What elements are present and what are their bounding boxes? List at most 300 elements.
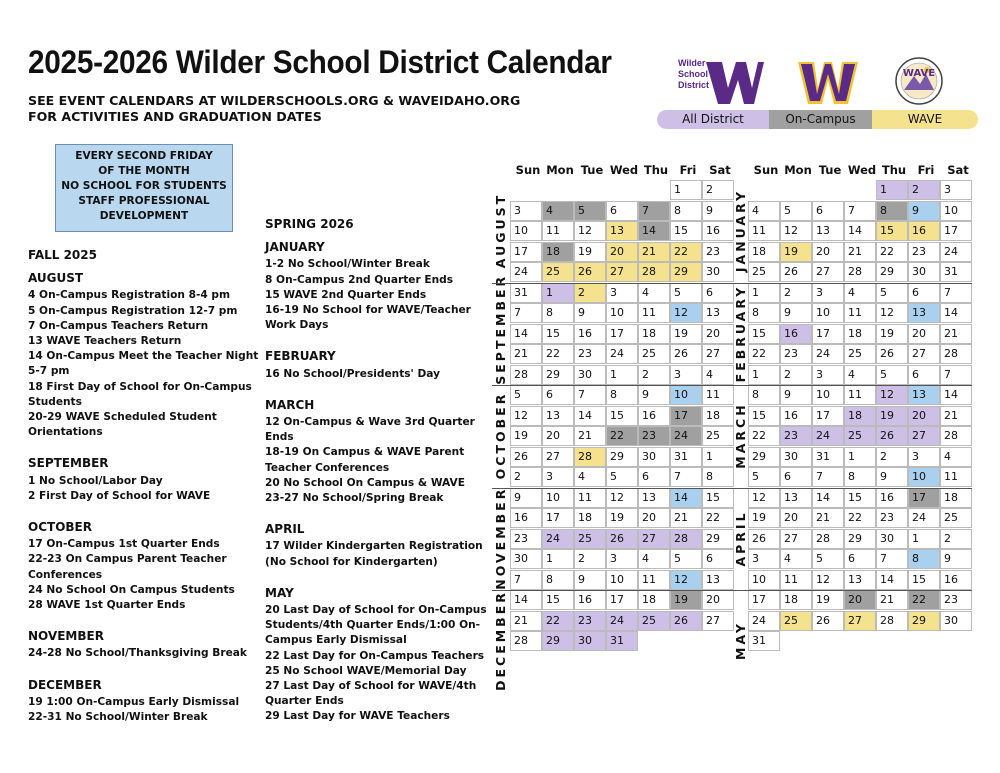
day-cell: 1	[844, 447, 876, 467]
day-cell: 22	[606, 426, 638, 446]
empty-cell	[748, 180, 780, 200]
wave-logo	[894, 56, 944, 106]
day-cell: 23	[908, 242, 940, 262]
day-cell: 2	[574, 549, 606, 569]
day-cell: 3	[812, 365, 844, 385]
day-cell: 18	[748, 242, 780, 262]
day-cell: 10	[940, 201, 972, 221]
day-cell: 14	[940, 385, 972, 405]
month-heading: NOVEMBER	[28, 629, 104, 644]
legend-wave: WAVE	[872, 110, 978, 129]
day-cell: 23	[780, 344, 812, 364]
day-cell: 8	[748, 385, 780, 405]
day-cell: 7	[638, 201, 670, 221]
month-heading: SEPTEMBER	[28, 456, 109, 471]
day-cell: 17	[542, 508, 574, 528]
weekday-header: Fri	[917, 163, 935, 177]
day-cell: 11	[638, 303, 670, 323]
event-line: 1-2 No School/Winter Break	[265, 258, 430, 271]
day-cell: 8	[748, 303, 780, 323]
month-heading: APRIL	[265, 522, 305, 537]
day-cell: 6	[638, 467, 670, 487]
day-cell: 30	[702, 262, 734, 282]
day-cell: 8	[702, 467, 734, 487]
empty-cell	[542, 180, 574, 200]
day-cell: 4	[574, 467, 606, 487]
day-cell: 18	[844, 406, 876, 426]
day-cell: 15	[908, 570, 940, 590]
month-heading: OCTOBER	[28, 520, 92, 535]
day-cell: 10	[606, 303, 638, 323]
month-label: JANUARY	[732, 189, 748, 273]
day-cell: 22	[542, 611, 574, 631]
month-heading: AUGUST	[28, 271, 84, 286]
day-cell: 3	[812, 283, 844, 303]
day-cell: 24	[542, 529, 574, 549]
event-line: 16 No School/Presidents' Day	[265, 367, 441, 380]
day-cell: 27	[812, 262, 844, 282]
day-cell: 8	[876, 201, 908, 221]
day-cell: 2	[908, 180, 940, 200]
day-cell: 26	[812, 611, 844, 631]
day-cell: 16	[574, 324, 606, 344]
day-cell: 20	[844, 590, 876, 610]
notice-line: OF THE MONTH	[98, 165, 190, 177]
day-cell: 31	[510, 283, 542, 303]
day-cell: 12	[606, 488, 638, 508]
empty-cell	[574, 180, 606, 200]
day-cell: 15	[606, 406, 638, 426]
month-heading: DECEMBER	[28, 677, 102, 692]
day-cell: 14	[510, 324, 542, 344]
event-line: 15 WAVE 2nd Quarter Ends	[265, 288, 427, 301]
day-cell: 4	[940, 447, 972, 467]
day-cell: 14	[876, 570, 908, 590]
day-cell: 27	[702, 611, 734, 631]
day-cell: 18	[638, 590, 670, 610]
day-cell: 20	[812, 242, 844, 262]
day-cell: 22	[748, 426, 780, 446]
empty-cell	[780, 180, 812, 200]
day-cell: 29	[670, 262, 702, 282]
day-cell: 9	[876, 467, 908, 487]
day-cell: 6	[702, 549, 734, 569]
day-cell: 31	[670, 447, 702, 467]
day-cell: 20	[702, 324, 734, 344]
event-line: 29 Last Day for WAVE Teachers	[265, 710, 450, 723]
day-cell: 26	[876, 344, 908, 364]
event-line: 18 First Day of School for On-Campus	[28, 380, 252, 393]
day-cell: 29	[844, 529, 876, 549]
day-cell: 6	[844, 549, 876, 569]
empty-cell	[908, 631, 940, 651]
on-campus-logo	[798, 60, 858, 106]
event-line: 2 First Day of School for WAVE	[28, 489, 211, 502]
day-cell: 8	[542, 303, 574, 323]
event-line: Conferences	[28, 568, 103, 581]
day-cell: 24	[510, 262, 542, 282]
day-cell: 9	[638, 385, 670, 405]
day-cell: 2	[638, 365, 670, 385]
weekday-header: Mon	[546, 163, 574, 177]
day-cell: 3	[542, 467, 574, 487]
w-icon	[798, 60, 858, 106]
weekday-header: Tue	[580, 163, 604, 177]
day-cell: 13	[638, 488, 670, 508]
day-cell: 28	[940, 426, 972, 446]
event-line: Students/4th Quarter Ends/1:00 On-	[265, 619, 481, 632]
day-cell: 18	[844, 324, 876, 344]
day-cell: 21	[844, 242, 876, 262]
day-cell: 30	[638, 447, 670, 467]
day-cell: 14	[940, 303, 972, 323]
day-cell: 28	[670, 529, 702, 549]
day-cell: 1	[908, 529, 940, 549]
notice-line: DEVELOPMENT	[99, 210, 189, 222]
day-cell: 17	[606, 590, 638, 610]
event-line: Campus Early Dismissal	[265, 634, 407, 647]
day-cell: 3	[908, 447, 940, 467]
day-cell: 11	[542, 221, 574, 241]
day-cell: 9	[574, 570, 606, 590]
day-cell: 15	[542, 590, 574, 610]
day-cell: 28	[844, 262, 876, 282]
legend-all-district: All District	[657, 110, 769, 129]
day-cell: 23	[638, 426, 670, 446]
day-cell: 17	[606, 324, 638, 344]
day-cell: 26	[574, 262, 606, 282]
day-cell: 16	[908, 221, 940, 241]
day-cell: 21	[670, 508, 702, 528]
spring-heading: SPRING 2026	[265, 217, 354, 231]
day-cell: 12	[876, 303, 908, 323]
subtitle-line: FOR ACTIVITIES AND GRADUATION DATES	[28, 109, 322, 124]
day-cell: 6	[606, 201, 638, 221]
day-cell: 21	[876, 590, 908, 610]
pd-notice-box	[55, 144, 233, 232]
month-heading: JANUARY	[265, 240, 325, 255]
day-cell: 18	[940, 488, 972, 508]
day-cell: 25	[748, 262, 780, 282]
month-label: FEBRUARY	[732, 284, 748, 383]
district-logo-text: Wilder School District	[678, 58, 710, 90]
day-cell: 10	[908, 467, 940, 487]
day-cell: 19	[780, 242, 812, 262]
event-line: 20 Last Day of School for On-Campus	[265, 604, 487, 617]
day-cell: 9	[780, 385, 812, 405]
day-cell: 8	[542, 570, 574, 590]
day-cell: 17	[670, 406, 702, 426]
day-cell: 22	[542, 344, 574, 364]
event-line: 22-31 No School/Winter Break	[28, 711, 208, 724]
day-cell: 29	[542, 631, 574, 651]
day-cell: 10	[670, 385, 702, 405]
weekday-header: Thu	[643, 163, 669, 177]
legend-on-campus: On-Campus	[769, 110, 872, 129]
day-cell: 2	[574, 283, 606, 303]
weekday-header: Sat	[709, 163, 731, 177]
event-line: Teacher Conferences	[265, 461, 390, 474]
day-cell: 4	[638, 283, 670, 303]
day-cell: 14	[844, 221, 876, 241]
day-cell: 8	[670, 201, 702, 221]
day-cell: 17	[940, 221, 972, 241]
event-line: 20 No School On Campus & WAVE	[265, 476, 465, 489]
day-cell: 15	[542, 324, 574, 344]
day-cell: 25	[702, 426, 734, 446]
event-line: 28 WAVE 1st Quarter Ends	[28, 599, 186, 612]
day-cell: 14	[638, 221, 670, 241]
day-cell: 27	[702, 344, 734, 364]
day-cell: 1	[748, 283, 780, 303]
day-cell: 5	[670, 549, 702, 569]
day-cell: 12	[748, 488, 780, 508]
day-cell: 6	[780, 467, 812, 487]
subtitle	[28, 93, 520, 125]
weekday-header: Wed	[609, 163, 639, 177]
day-cell: 21	[510, 344, 542, 364]
day-cell: 24	[670, 426, 702, 446]
day-cell: 15	[844, 488, 876, 508]
day-cell: 26	[510, 447, 542, 467]
day-cell: 29	[908, 611, 940, 631]
wave-seal-icon	[894, 56, 944, 106]
day-cell: 22	[748, 344, 780, 364]
event-line: Orientations	[28, 426, 103, 439]
empty-cell	[638, 180, 670, 200]
day-cell: 2	[780, 283, 812, 303]
weekday-header: Tue	[818, 163, 842, 177]
event-line: Quarter Ends	[265, 695, 344, 708]
day-cell: 30	[940, 611, 972, 631]
day-cell: 9	[940, 549, 972, 569]
day-cell: 16	[638, 406, 670, 426]
day-cell: 3	[940, 180, 972, 200]
day-cell: 24	[908, 508, 940, 528]
day-cell: 26	[670, 611, 702, 631]
day-cell: 21	[812, 508, 844, 528]
day-cell: 28	[940, 344, 972, 364]
wave-logo-text: WAVE	[902, 68, 936, 79]
day-cell: 5	[670, 283, 702, 303]
day-cell: 23	[702, 242, 734, 262]
day-cell: 29	[748, 447, 780, 467]
day-cell: 22	[908, 590, 940, 610]
day-cell: 17	[908, 488, 940, 508]
day-cell: 13	[606, 221, 638, 241]
event-line: 14 On-Campus Meet the Teacher Night	[28, 350, 259, 363]
event-line: 5-7 pm	[28, 365, 70, 378]
day-cell: 18	[638, 324, 670, 344]
month-label: NOVEMBER	[492, 486, 508, 590]
day-cell: 1	[748, 365, 780, 385]
empty-cell	[510, 180, 542, 200]
day-cell: 7	[510, 570, 542, 590]
month-label: MAY	[732, 621, 748, 661]
day-cell: 16	[780, 324, 812, 344]
day-cell: 31	[940, 262, 972, 282]
day-cell: 24	[748, 611, 780, 631]
day-cell: 20	[638, 508, 670, 528]
empty-cell	[638, 631, 670, 651]
day-cell: 25	[574, 529, 606, 549]
day-cell: 15	[748, 324, 780, 344]
day-cell: 28	[510, 631, 542, 651]
day-cell: 18	[574, 508, 606, 528]
spring-events	[265, 217, 487, 725]
day-cell: 28	[510, 365, 542, 385]
subtitle-line: SEE EVENT CALENDARS AT WILDERSCHOOLS.ORG & WAVEIDAHO.ORG	[28, 93, 521, 108]
day-cell: 9	[510, 488, 542, 508]
day-cell: 26	[780, 262, 812, 282]
day-cell: 6	[702, 283, 734, 303]
day-cell: 30	[876, 529, 908, 549]
day-cell: 11	[780, 570, 812, 590]
empty-cell	[844, 180, 876, 200]
event-line: 17 On-Campus 1st Quarter Ends	[28, 538, 220, 551]
day-cell: 31	[606, 631, 638, 651]
month-heading: MAY	[265, 585, 294, 600]
day-cell: 18	[702, 406, 734, 426]
day-cell: 4	[638, 549, 670, 569]
day-cell: 7	[876, 549, 908, 569]
day-cell: 25	[638, 611, 670, 631]
day-cell: 3	[510, 201, 542, 221]
event-line: 22-23 On Campus Parent Teacher	[28, 553, 227, 566]
day-cell: 25	[844, 426, 876, 446]
fall-events	[28, 248, 258, 725]
day-cell: 13	[908, 385, 940, 405]
day-cell: 9	[780, 303, 812, 323]
day-cell: 14	[812, 488, 844, 508]
day-cell: 19	[748, 508, 780, 528]
day-cell: 8	[844, 467, 876, 487]
month-label: SEPTEMBER	[492, 273, 508, 385]
day-cell: 25	[780, 611, 812, 631]
event-line: (No School for Kindergarten)	[265, 555, 438, 568]
day-cell: 27	[780, 529, 812, 549]
day-cell: 19	[670, 590, 702, 610]
empty-cell	[812, 180, 844, 200]
day-cell: 22	[876, 242, 908, 262]
month-divider	[732, 283, 972, 284]
empty-cell	[812, 631, 844, 651]
day-cell: 22	[670, 242, 702, 262]
day-cell: 15	[876, 221, 908, 241]
day-cell: 16	[780, 406, 812, 426]
day-cell: 23	[940, 590, 972, 610]
day-cell: 19	[574, 242, 606, 262]
day-cell: 7	[940, 283, 972, 303]
day-cell: 9	[702, 201, 734, 221]
event-line: 20-29 WAVE Scheduled Student	[28, 411, 217, 424]
day-cell: 27	[908, 426, 940, 446]
day-cell: 12	[780, 221, 812, 241]
weekday-header: Sat	[947, 163, 969, 177]
month-heading: FEBRUARY	[265, 349, 336, 364]
day-cell: 11	[844, 385, 876, 405]
day-cell: 11	[940, 467, 972, 487]
day-cell: 27	[638, 529, 670, 549]
day-cell: 28	[574, 447, 606, 467]
day-cell: 27	[542, 447, 574, 467]
day-cell: 29	[606, 447, 638, 467]
day-cell: 21	[940, 324, 972, 344]
weekday-header: Sun	[515, 163, 541, 177]
day-cell: 12	[876, 385, 908, 405]
event-line: Ends	[265, 431, 294, 444]
day-cell: 5	[876, 365, 908, 385]
day-cell: 23	[780, 426, 812, 446]
empty-cell	[876, 631, 908, 651]
day-cell: 7	[574, 385, 606, 405]
day-cell: 15	[670, 221, 702, 241]
day-cell: 5	[574, 201, 606, 221]
day-cell: 27	[908, 344, 940, 364]
month-divider	[492, 283, 734, 284]
day-cell: 26	[876, 426, 908, 446]
day-cell: 4	[844, 365, 876, 385]
day-cell: 10	[748, 570, 780, 590]
day-cell: 4	[844, 283, 876, 303]
day-cell: 16	[876, 488, 908, 508]
day-cell: 9	[908, 201, 940, 221]
day-cell: 10	[542, 488, 574, 508]
day-cell: 11	[638, 570, 670, 590]
day-cell: 17	[812, 324, 844, 344]
event-line: 24 No School On Campus Students	[28, 583, 235, 596]
day-cell: 25	[638, 344, 670, 364]
day-cell: 16	[702, 221, 734, 241]
day-cell: 6	[908, 283, 940, 303]
month-heading: MARCH	[265, 397, 315, 412]
day-cell: 30	[780, 447, 812, 467]
day-cell: 29	[542, 365, 574, 385]
day-cell: 2	[940, 529, 972, 549]
day-cell: 7	[812, 467, 844, 487]
day-cell: 5	[748, 467, 780, 487]
month-divider	[732, 590, 972, 591]
month-label: APRIL	[732, 510, 748, 567]
day-cell: 19	[510, 426, 542, 446]
day-cell: 30	[908, 262, 940, 282]
day-cell: 14	[510, 590, 542, 610]
day-cell: 1	[542, 549, 574, 569]
event-line: 27 Last Day of School for WAVE/4th	[265, 680, 477, 693]
day-cell: 16	[940, 570, 972, 590]
day-cell: 27	[606, 262, 638, 282]
day-cell: 27	[844, 611, 876, 631]
weekday-header: Fri	[679, 163, 697, 177]
day-cell: 2	[702, 180, 734, 200]
event-line: 19 1:00 On-Campus Early Dismissal	[28, 695, 240, 708]
month-divider	[492, 385, 734, 386]
day-cell: 20	[606, 242, 638, 262]
day-cell: 11	[702, 385, 734, 405]
day-cell: 11	[574, 488, 606, 508]
day-cell: 25	[542, 262, 574, 282]
empty-cell	[606, 180, 638, 200]
day-cell: 28	[812, 529, 844, 549]
day-cell: 11	[844, 303, 876, 323]
month-label: OCTOBER	[492, 391, 508, 480]
day-cell: 20	[702, 590, 734, 610]
day-cell: 26	[606, 529, 638, 549]
day-cell: 1	[670, 180, 702, 200]
event-line: Work Days	[265, 319, 329, 332]
w-icon	[672, 58, 764, 108]
day-cell: 13	[844, 570, 876, 590]
